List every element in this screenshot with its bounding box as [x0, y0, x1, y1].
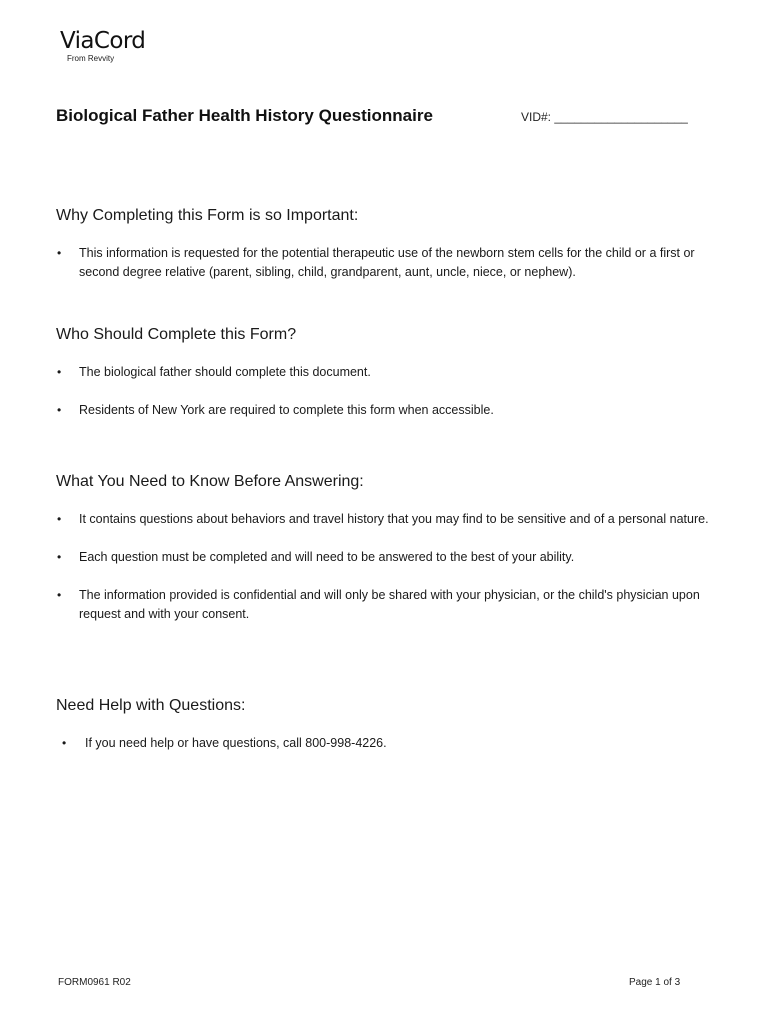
bullet-icon: •: [57, 550, 62, 564]
section-heading: Who Should Complete this Form?: [56, 326, 297, 343]
bullet-icon: •: [57, 246, 62, 260]
list-item: [56, 734, 716, 753]
logo-tagline: From Revvity: [67, 54, 115, 63]
bullet-icon: •: [57, 403, 62, 417]
bullet-icon: •: [57, 365, 62, 379]
bullet-list: [56, 363, 716, 420]
form-code: FORM0961 R02: [58, 977, 131, 988]
bullet-icon: •: [62, 736, 67, 750]
viacord-logo: [60, 28, 145, 64]
section-heading: What You Need to Know Before Answering:: [56, 473, 364, 490]
list-item-text: The biological father should complete this document.: [79, 365, 371, 379]
list-item-text: It contains questions about behaviors and travel history that you may find to be sensitive and of a personal nature.: [79, 512, 709, 526]
section-who-should-complete: [56, 325, 716, 439]
section-need-help: [56, 696, 716, 772]
page-title: Biological Father Health History Questionnaire: [56, 106, 433, 125]
bullet-icon: •: [57, 512, 62, 526]
list-item-text: Each question must be completed and will need to be answered to the best of your ability.: [79, 550, 575, 564]
list-item: [56, 401, 716, 420]
page-number: Page 1 of 3: [629, 977, 681, 988]
section-heading: Why Completing this Form is so Important:: [56, 207, 359, 224]
list-item-text: If you need help or have questions, call 800-998-4226.: [85, 736, 387, 750]
logo-wordmark: ViaCord: [60, 28, 146, 54]
list-item: [56, 548, 716, 567]
list-item: [56, 363, 716, 382]
bullet-icon: •: [57, 588, 62, 602]
section-before-answering: [56, 472, 716, 643]
bullet-list: [56, 510, 716, 624]
list-item-text: This information is requested for the potential therapeutic use of the newborn stem cells for the child or a first or second degree relative (parent, sibling, child, grandparent, aunt, uncle, niece, or nephew).: [79, 246, 695, 279]
list-item: [56, 244, 716, 282]
list-item-text: Residents of New York are required to complete this form when accessible.: [79, 403, 494, 417]
bullet-list: [56, 734, 716, 753]
list-item-text: The information provided is confidential and will only be shared with your physician, or the child's physician upon request and with your consent.: [79, 588, 700, 621]
bullet-list: [56, 244, 716, 282]
section-why-important: [56, 206, 716, 301]
list-item: [56, 586, 716, 624]
section-heading: Need Help with Questions:: [56, 697, 246, 714]
list-item: [56, 510, 716, 529]
vid-field: VID#: ____________________: [521, 110, 688, 124]
